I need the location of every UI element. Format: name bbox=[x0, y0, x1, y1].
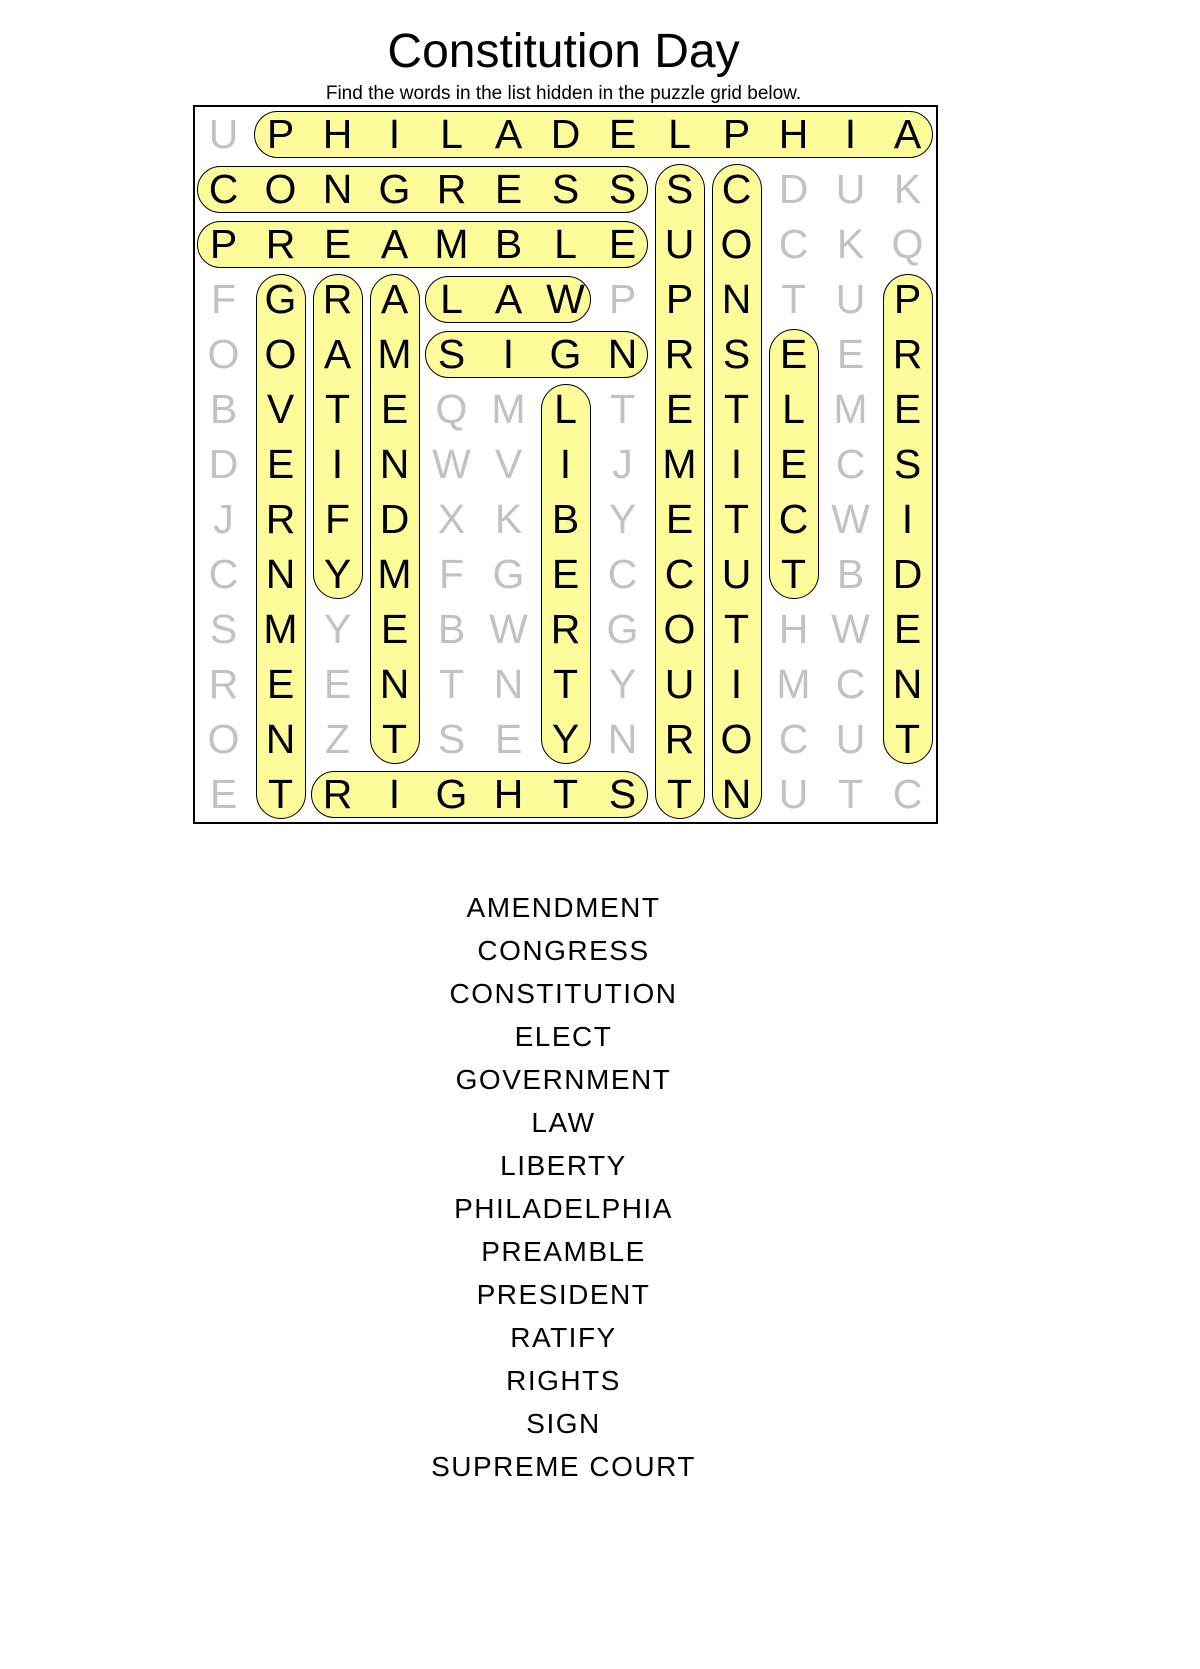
grid-cell: U bbox=[835, 716, 866, 762]
grid-cell: E bbox=[380, 386, 409, 432]
word-list-item: SIGN bbox=[526, 1408, 601, 1439]
grid-cell: Y bbox=[551, 716, 580, 762]
word-list-item: ELECT bbox=[514, 1021, 613, 1052]
grid-cell: L bbox=[554, 386, 577, 432]
word-list-item: RATIFY bbox=[510, 1322, 617, 1353]
grid-cell: N bbox=[607, 716, 638, 762]
grid-cell: M bbox=[263, 606, 298, 652]
grid-cell: W bbox=[546, 276, 585, 322]
grid-cell: N bbox=[493, 661, 524, 707]
grid-cell: I bbox=[502, 331, 515, 377]
word-list-item: AMENDMENT bbox=[466, 892, 661, 923]
grid-cell: U bbox=[721, 551, 752, 597]
grid-cell: T bbox=[723, 606, 750, 652]
grid-cell: H bbox=[322, 111, 353, 157]
grid-cell: C bbox=[721, 166, 752, 212]
grid-cell: U bbox=[835, 166, 866, 212]
grid-cell: N bbox=[721, 771, 752, 817]
grid-cell: D bbox=[778, 166, 809, 212]
grid-cell: E bbox=[836, 331, 865, 377]
grid-cell: S bbox=[437, 716, 466, 762]
grid-cell: M bbox=[377, 551, 412, 597]
grid-cell: Y bbox=[323, 551, 352, 597]
grid-cell: C bbox=[607, 551, 638, 597]
grid-cell: E bbox=[779, 331, 808, 377]
grid-cell: I bbox=[844, 111, 857, 157]
grid-cell: B bbox=[836, 551, 865, 597]
grid-cell: Q bbox=[435, 386, 468, 432]
word-list-item: SUPREME COURT bbox=[431, 1451, 696, 1482]
grid-cell: I bbox=[331, 441, 344, 487]
grid-cell: W bbox=[831, 496, 870, 542]
grid-cell: E bbox=[893, 606, 922, 652]
grid-cell: A bbox=[380, 221, 409, 267]
grid-cell: M bbox=[662, 441, 697, 487]
grid-cell: R bbox=[436, 166, 467, 212]
grid-cell: P bbox=[722, 111, 751, 157]
grid-cell: O bbox=[264, 331, 297, 377]
grid-cell: E bbox=[323, 661, 352, 707]
grid-cell: C bbox=[778, 496, 809, 542]
grid-cell: Q bbox=[891, 221, 924, 267]
grid-cell: J bbox=[612, 441, 633, 487]
grid-cell: T bbox=[723, 496, 750, 542]
grid-cell: D bbox=[208, 441, 239, 487]
grid-cell: E bbox=[665, 496, 694, 542]
grid-cell: B bbox=[437, 606, 466, 652]
grid-cell: D bbox=[550, 111, 581, 157]
word-list-item: CONSTITUTION bbox=[449, 978, 678, 1009]
word-list-item: GOVERNMENT bbox=[455, 1064, 672, 1095]
grid-cell: O bbox=[663, 606, 696, 652]
grid-cell: U bbox=[664, 221, 695, 267]
grid-cell: T bbox=[666, 771, 693, 817]
grid-cell: R bbox=[322, 276, 353, 322]
instructions-text: Find the words in the list hidden in the puzzle grid below. bbox=[325, 83, 802, 104]
grid-cell: S bbox=[437, 331, 466, 377]
grid-cell: S bbox=[722, 331, 751, 377]
grid-cell: R bbox=[265, 496, 296, 542]
grid-cell: L bbox=[782, 386, 805, 432]
grid-cell: X bbox=[437, 496, 466, 542]
grid-cell: D bbox=[892, 551, 923, 597]
grid-cell: G bbox=[549, 331, 582, 377]
grid-cell: S bbox=[893, 441, 922, 487]
grid-cell: O bbox=[720, 716, 753, 762]
grid-cell: G bbox=[606, 606, 639, 652]
grid-cell: S bbox=[665, 166, 694, 212]
grid-cell: C bbox=[892, 771, 923, 817]
grid-cell: D bbox=[379, 496, 410, 542]
grid-cell: E bbox=[551, 551, 580, 597]
grid-cell: A bbox=[494, 111, 523, 157]
grid-cell: C bbox=[778, 221, 809, 267]
grid-cell: T bbox=[723, 386, 750, 432]
grid-cell: A bbox=[893, 111, 922, 157]
grid-cell: W bbox=[489, 606, 528, 652]
grid-cell: N bbox=[607, 331, 638, 377]
grid-cell: P bbox=[266, 111, 295, 157]
grid-cell: F bbox=[324, 496, 351, 542]
grid-cell: U bbox=[778, 771, 809, 817]
grid-cell: T bbox=[780, 276, 807, 322]
grid-cell: L bbox=[440, 111, 463, 157]
grid-cell: T bbox=[837, 771, 864, 817]
grid-cell: L bbox=[668, 111, 691, 157]
grid-cell: B bbox=[494, 221, 523, 267]
grid-cell: T bbox=[381, 716, 408, 762]
grid-cell: R bbox=[892, 331, 923, 377]
grid-cell: U bbox=[835, 276, 866, 322]
grid-cell: I bbox=[388, 771, 401, 817]
puzzle-worksheet bbox=[193, 0, 934, 1669]
grid-cell: P bbox=[209, 221, 238, 267]
word-list-item: RIGHTS bbox=[506, 1365, 621, 1396]
grid-cell: N bbox=[379, 441, 410, 487]
grid-cell: G bbox=[264, 276, 297, 322]
grid-cell: M bbox=[377, 331, 412, 377]
word-list bbox=[193, 886, 934, 1488]
grid-cell: N bbox=[892, 661, 923, 707]
grid-cell: S bbox=[209, 606, 238, 652]
grid-cell: E bbox=[779, 441, 808, 487]
grid-cell: T bbox=[780, 551, 807, 597]
grid-cell: E bbox=[266, 441, 295, 487]
grid-cell: K bbox=[893, 166, 922, 212]
grid-cell: L bbox=[440, 276, 463, 322]
grid-cell: A bbox=[494, 276, 523, 322]
grid-cell: E bbox=[266, 661, 295, 707]
grid-cell: E bbox=[323, 221, 352, 267]
word-list-item: CONGRESS bbox=[477, 935, 650, 966]
grid-cell: R bbox=[208, 661, 239, 707]
grid-cell: T bbox=[609, 386, 636, 432]
grid-cell: I bbox=[730, 441, 743, 487]
grid-cell: E bbox=[209, 771, 238, 817]
grid-cell: N bbox=[265, 716, 296, 762]
grid-cell: P bbox=[893, 276, 922, 322]
grid-cell: C bbox=[664, 551, 695, 597]
grid-cell: R bbox=[664, 331, 695, 377]
grid-cell: R bbox=[550, 606, 581, 652]
grid-cell: N bbox=[265, 551, 296, 597]
grid-cell: T bbox=[324, 386, 351, 432]
grid-cell: H bbox=[493, 771, 524, 817]
grid-cell: V bbox=[494, 441, 523, 487]
grid-cell: U bbox=[664, 661, 695, 707]
grid-cell: S bbox=[551, 166, 580, 212]
grid-cell: V bbox=[266, 386, 295, 432]
grid-cell: E bbox=[380, 606, 409, 652]
grid-cell: B bbox=[551, 496, 580, 542]
grid-cell: C bbox=[778, 716, 809, 762]
grid-cell: I bbox=[388, 111, 401, 157]
grid-cell: A bbox=[380, 276, 409, 322]
grid-cell: K bbox=[494, 496, 523, 542]
grid-cell: P bbox=[608, 276, 637, 322]
grid-cell: R bbox=[265, 221, 296, 267]
grid-cell: N bbox=[721, 276, 752, 322]
grid-cell: F bbox=[438, 551, 465, 597]
grid-cell: T bbox=[894, 716, 921, 762]
grid-cell: G bbox=[492, 551, 525, 597]
grid-cell: I bbox=[730, 661, 743, 707]
grid-cell: N bbox=[322, 166, 353, 212]
grid-cell: E bbox=[665, 386, 694, 432]
grid-cell: N bbox=[379, 661, 410, 707]
grid-cell: K bbox=[836, 221, 865, 267]
grid-cell: L bbox=[554, 221, 577, 267]
grid-cell: C bbox=[208, 166, 239, 212]
grid-cell: P bbox=[665, 276, 694, 322]
grid-cell: T bbox=[267, 771, 294, 817]
grid-cell: E bbox=[893, 386, 922, 432]
grid-cell: O bbox=[207, 331, 240, 377]
grid-cell: I bbox=[901, 496, 914, 542]
word-list-item: LAW bbox=[531, 1107, 596, 1138]
grid-cell: W bbox=[432, 441, 471, 487]
grid-cell: Y bbox=[608, 661, 637, 707]
word-list-item: PHILADELPHIA bbox=[454, 1193, 673, 1224]
word-list-item: PRESIDENT bbox=[476, 1279, 651, 1310]
grid-cell: G bbox=[378, 166, 411, 212]
grid-cell: B bbox=[209, 386, 238, 432]
grid-cell: U bbox=[208, 111, 239, 157]
grid-cell: E bbox=[494, 166, 523, 212]
grid-cell: M bbox=[491, 386, 526, 432]
grid-cell: W bbox=[831, 606, 870, 652]
word-list-item: PREAMBLE bbox=[481, 1236, 646, 1267]
grid-cell: M bbox=[434, 221, 469, 267]
grid-cell: F bbox=[210, 276, 237, 322]
grid-cell: T bbox=[552, 771, 579, 817]
grid-cell: S bbox=[608, 771, 637, 817]
word-list-item: LIBERTY bbox=[500, 1150, 627, 1181]
grid-cell: T bbox=[438, 661, 465, 707]
grid-cell: A bbox=[323, 331, 352, 377]
grid-cell: J bbox=[213, 496, 234, 542]
grid-cell: M bbox=[776, 661, 811, 707]
grid-cell: O bbox=[264, 166, 297, 212]
page-title: Constitution Day bbox=[387, 25, 740, 78]
grid-cell: Y bbox=[608, 496, 637, 542]
grid-cell: E bbox=[494, 716, 523, 762]
grid-cell: H bbox=[778, 606, 809, 652]
grid-cell: R bbox=[664, 716, 695, 762]
grid-cell: R bbox=[322, 771, 353, 817]
grid-cell: Y bbox=[323, 606, 352, 652]
grid-cell: G bbox=[435, 771, 468, 817]
grid-cell: H bbox=[778, 111, 809, 157]
grid-cell: E bbox=[608, 221, 637, 267]
word-search-grid bbox=[193, 105, 938, 824]
grid-cell: Z bbox=[324, 716, 351, 762]
grid-cell: T bbox=[552, 661, 579, 707]
grid-cell: C bbox=[835, 441, 866, 487]
grid-cell: O bbox=[720, 221, 753, 267]
grid-cell: M bbox=[833, 386, 868, 432]
grid-cell: C bbox=[208, 551, 239, 597]
grid-cell: I bbox=[559, 441, 572, 487]
grid-cell: O bbox=[207, 716, 240, 762]
grid-cell: C bbox=[835, 661, 866, 707]
grid-cell: E bbox=[608, 111, 637, 157]
grid-cell: S bbox=[608, 166, 637, 212]
